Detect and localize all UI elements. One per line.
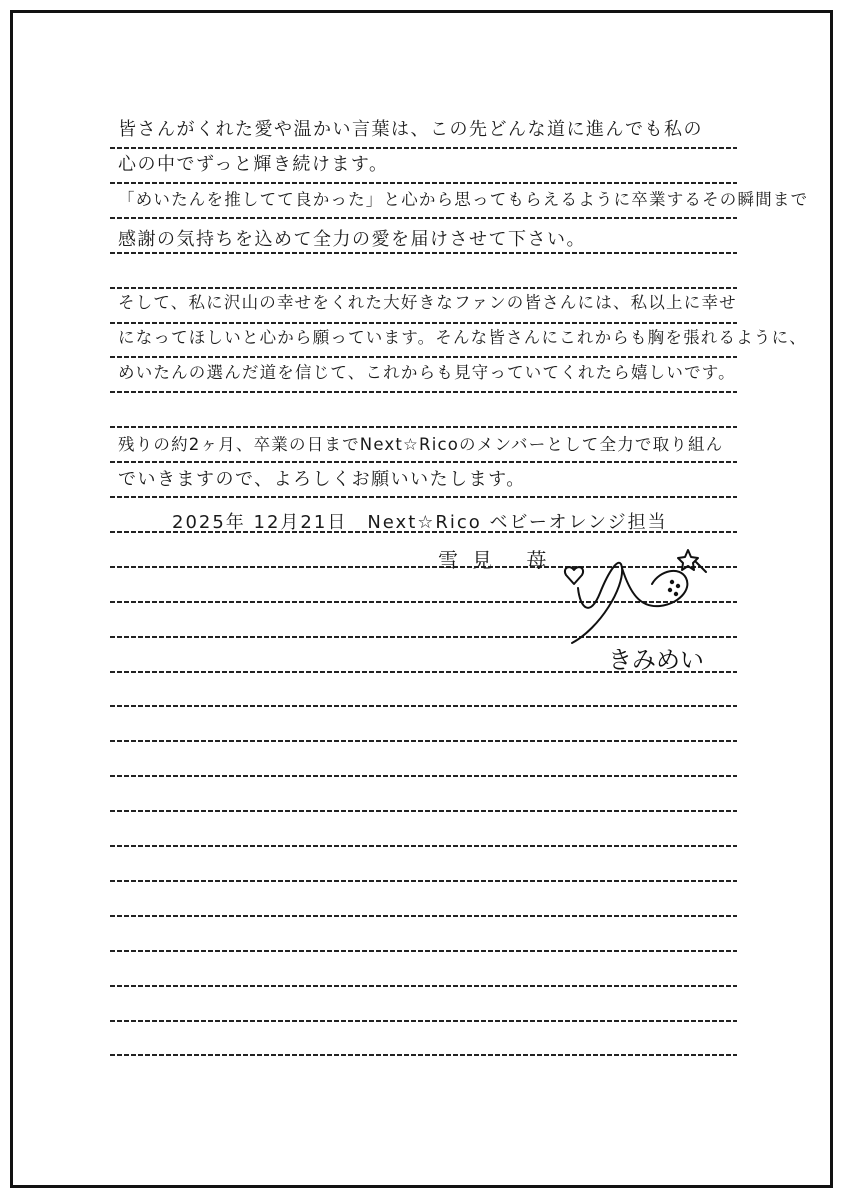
heart-icon (565, 567, 583, 584)
letter-line: 皆さんがくれた愛や温かい言葉は、この先どんな道に進んでも私の (118, 119, 703, 140)
svg-text:きみめい: きみめい (608, 646, 704, 674)
letter-line: めいたんの選んだ道を信じて、これからも見守っていてくれたら嬉しいです。 (118, 363, 736, 382)
letter-line: 感謝の気持ちを込めて全力の愛を届けさせて下さい。 (118, 229, 586, 250)
signer-name: 雪見 苺 (438, 548, 561, 572)
letter-line: でいきますので、よろしくお願いいたします。 (118, 469, 526, 490)
letter-line: 残りの約2ヶ月、卒業の日までNext☆Ricoのメンバーとして全力で取り組ん (118, 435, 724, 454)
letter-line: になってほしいと心から願っています。そんな皆さんにこれからも胸を張れるように、 (118, 328, 807, 347)
letter-line: そして、私に沢山の幸せをくれた大好きなファンの皆さんには、私以上に幸せ (118, 293, 737, 312)
star-icon (678, 550, 698, 570)
date-line: 2025年 12月21日 Next☆Rico ベビーオレンジ担当 (172, 512, 668, 533)
handwritten-signature (560, 548, 730, 678)
letter-line: 「めいたんを推してて良かった」と心から思ってもらえるように卒業するその瞬間まで (118, 190, 809, 209)
letter-line: 心の中でずっと輝き続けます。 (118, 154, 389, 175)
